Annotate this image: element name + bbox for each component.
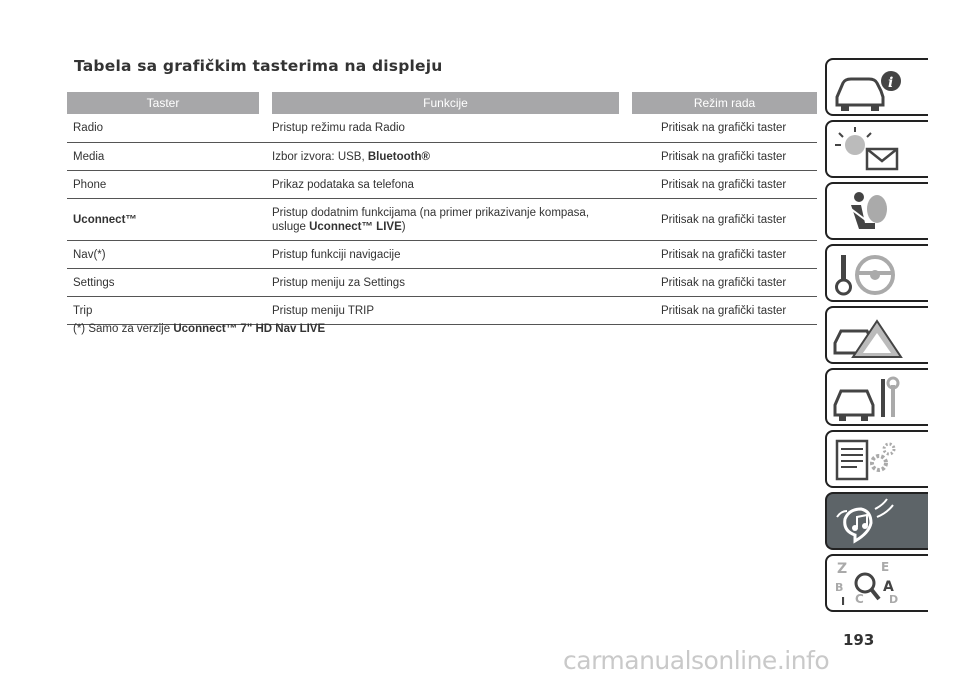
table-row (67, 269, 817, 297)
svg-text:B: B (835, 581, 844, 594)
header-taster: Taster (67, 92, 259, 114)
funkcije-bold: Uconnect™ LIVE (309, 220, 402, 233)
svg-text:i: i (888, 75, 894, 91)
tab-technical-data[interactable] (825, 430, 928, 488)
funkcije-text: Pristup dodatnim funkcijama (na primer prikazivanje kompasa, usluge (272, 206, 590, 233)
funkcije-text: Pristup funkciji navigacije (272, 248, 401, 261)
tab-maintenance[interactable] (825, 368, 928, 426)
cell-funkcije (272, 206, 658, 234)
tab-car-info[interactable] (825, 58, 928, 116)
svg-text:A: A (883, 579, 894, 595)
cell-rezim: Pritisak na grafički taster (661, 178, 787, 191)
svg-text:E: E (881, 560, 890, 574)
funkcije-text: Prikaz podataka sa telefona (272, 178, 414, 191)
cell-rezim: Pritisak na grafički taster (661, 304, 787, 317)
tab-index[interactable] (825, 554, 928, 612)
table-header (67, 92, 817, 114)
tab-starting-driving[interactable] (825, 244, 928, 302)
header-funkcije: Funkcije (272, 92, 619, 114)
key-steering-wheel-icon (831, 249, 903, 301)
cell-funkcije (272, 178, 658, 192)
table-row (67, 297, 817, 325)
cell-taster: Phone (73, 178, 107, 191)
footnote-text: (*) Samo za verzije (73, 323, 174, 335)
funkcije-text: Pristup meniju za Settings (272, 276, 405, 289)
cell-taster: Trip (73, 304, 93, 317)
table-row (67, 143, 817, 171)
alphabetical-index-search-icon (831, 559, 903, 611)
cell-rezim: Pritisak na grafički taster (661, 276, 787, 289)
car-service-tools-icon (831, 373, 903, 425)
cell-taster: Nav(*) (73, 248, 106, 261)
tab-warning-lights[interactable] (825, 120, 928, 178)
table-row (67, 114, 817, 143)
cell-rezim: Pritisak na grafički taster (661, 248, 787, 261)
cell-rezim: Pritisak na grafički taster (661, 122, 787, 134)
watermark: carmanualsonline.info (563, 646, 830, 675)
svg-text:I: I (841, 595, 846, 608)
cell-funkcije (272, 248, 658, 262)
svg-text:Z: Z (837, 561, 848, 577)
cell-taster: Media (73, 150, 105, 163)
car-info-icon (831, 63, 903, 115)
cell-taster: Uconnect™ (73, 213, 137, 226)
svg-text:D: D (889, 593, 899, 606)
seat-airbag-icon (831, 187, 903, 239)
cell-funkcije (272, 121, 658, 135)
cell-funkcije (272, 304, 658, 318)
table-body (67, 114, 817, 325)
table-row (67, 171, 817, 199)
footnote-bold: Uconnect™ 7" HD Nav LIVE (173, 323, 326, 335)
footnote (73, 323, 325, 335)
cell-funkcije (272, 276, 658, 290)
funkcije-bold: Bluetooth® (367, 150, 431, 163)
cell-funkcije (272, 150, 658, 164)
tab-multimedia[interactable] (825, 492, 928, 550)
cell-taster: Radio (73, 122, 104, 134)
funkcije-text: Izbor izvora: USB, (272, 150, 368, 163)
tab-emergency[interactable] (825, 306, 928, 364)
header-rezim-rada: Režim rada (632, 92, 817, 114)
cell-taster: Settings (73, 276, 115, 289)
page-number: 193 (843, 631, 875, 649)
page-title: Tabela sa grafičkim tasterima na displeju (74, 57, 443, 75)
buttons-table (67, 92, 817, 325)
table-row (67, 241, 817, 269)
cell-rezim: Pritisak na grafički taster (661, 213, 787, 226)
funkcije-text: Pristup meniju TRIP (272, 304, 375, 317)
multimedia-music-signal-icon (831, 497, 903, 549)
funkcije-after: ) (401, 220, 406, 233)
svg-text:C: C (855, 592, 864, 606)
car-emergency-triangle-icon (831, 311, 903, 363)
funkcije-text: Pristup režimu rada Radio (272, 122, 405, 134)
cell-rezim: Pritisak na grafički taster (661, 150, 787, 163)
table-row (67, 199, 817, 241)
warning-lights-message-icon (831, 125, 903, 177)
technical-data-gear-icon (831, 435, 903, 487)
tab-safety[interactable] (825, 182, 928, 240)
